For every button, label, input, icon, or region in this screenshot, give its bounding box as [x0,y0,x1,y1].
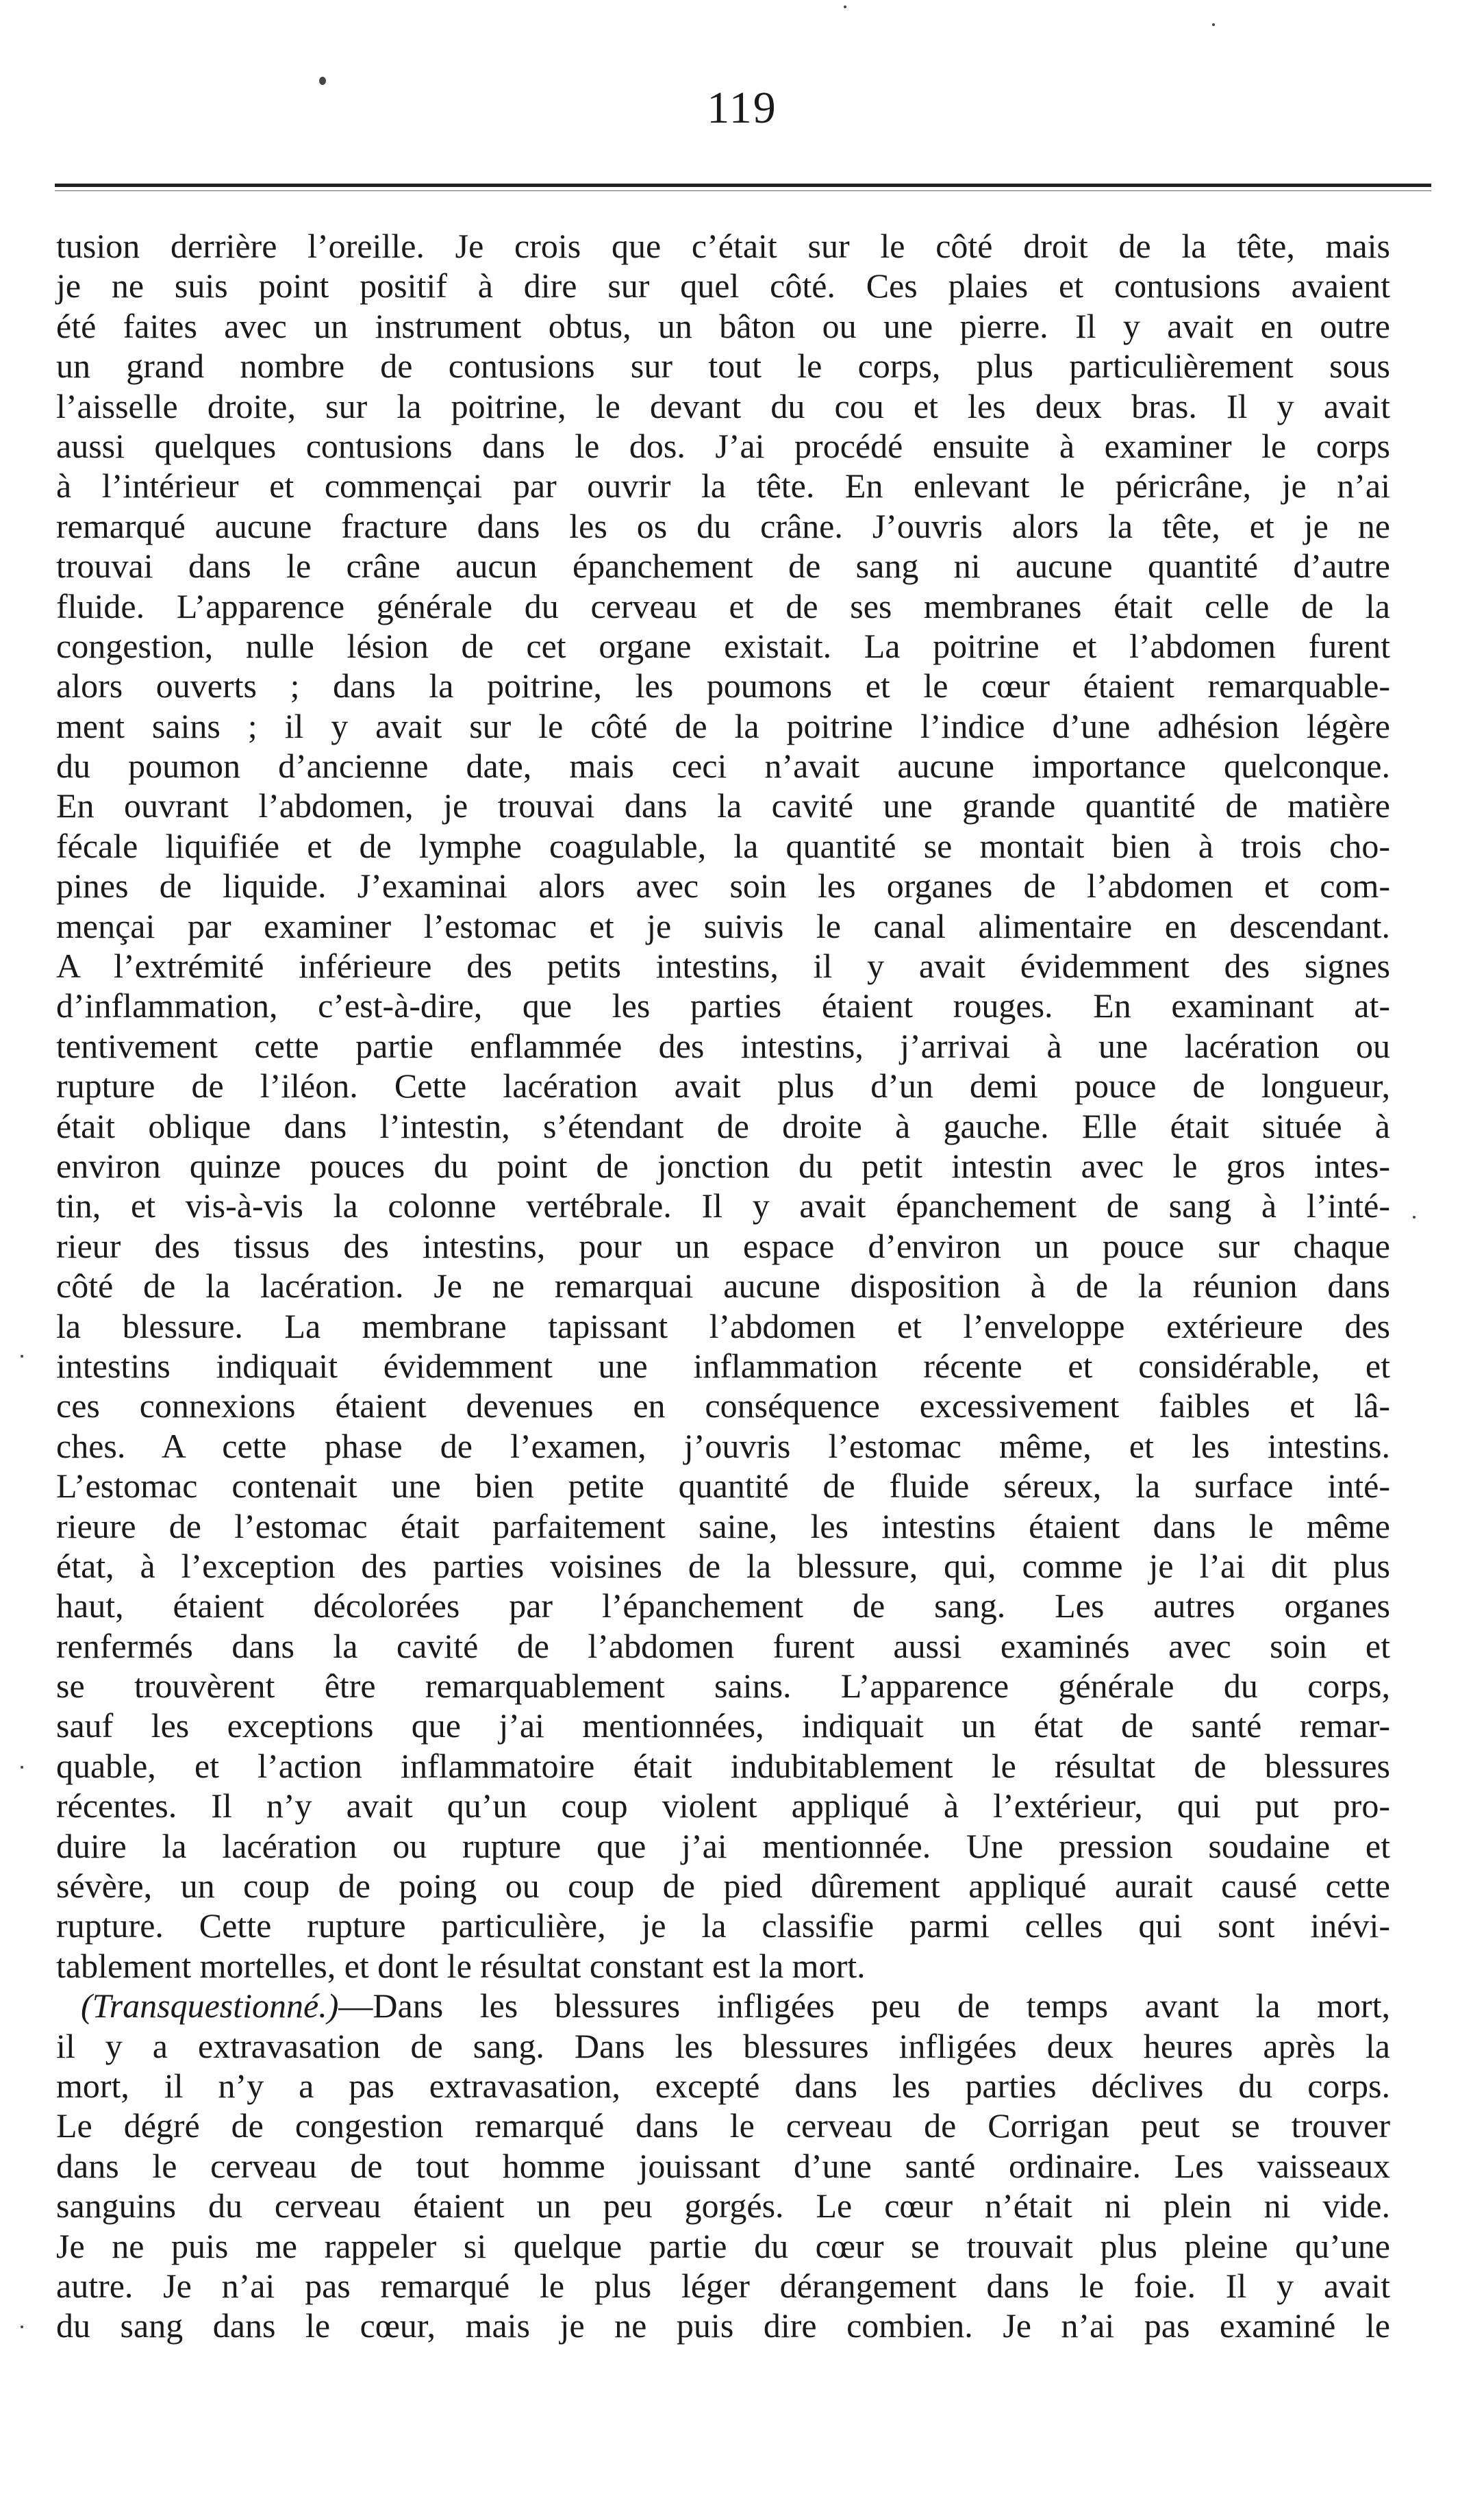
text-line: quable, et l’action inflammatoire était indubitablement le résultat de blessures [56,1746,1390,1785]
text-line: environ quinze pouces du point de jonction du petit intestin avec le gros intes- [56,1146,1390,1185]
header-rule-thin [55,190,1431,191]
text-line: aussi quelques contusions dans le dos. J’ai procédé ensuite à examiner le corps [56,426,1390,465]
page-number: 119 [707,83,777,133]
text-line: duire la lacération ou rupture que j’ai mentionnée. Une pression soudaine et [56,1826,1390,1865]
text-line: à l’intérieur et commençai par ouvrir la tête. En enlevant le péricrâne, je n’ai [56,466,1390,506]
margin-speck [1413,1216,1416,1219]
text-line: tin, et vis-à-vis la colonne vertébrale. Il y avait épanchement de sang à l’inté- [56,1186,1390,1225]
text-line: rieur des tissus des intestins, pour un espace d’environ un pouce sur chaque [56,1226,1390,1265]
text-line: mençai par examiner l’estomac et je suivis le canal alimentaire en descendant. [56,906,1390,945]
text-line: un grand nombre de contusions sur tout le corps, plus particulièrement sous [56,347,1390,386]
text-block [56,226,1390,2346]
header-rule [55,184,1431,187]
text-line: renfermés dans la cavité de l’abdomen furent aussi examinés avec soin et [56,1626,1390,1665]
text-line: En ouvrant l’abdomen, je trouvai dans la cavité une grande quantité de matière [56,786,1390,825]
text-line: remarqué aucune fracture dans les os du crâne. J’ouvris alors la tête, et je ne [56,506,1390,545]
text-line: sévère, un coup de poing ou coup de pied dûrement appliqué aurait causé cette [56,1867,1390,1906]
text-line: du poumon d’ancienne date, mais ceci n’avait aucune importance quelconque. [56,747,1390,786]
margin-speck [844,5,846,8]
text-line: récentes. Il n’y avait qu’un coup violent appliqué à l’extérieur, qui put pro- [56,1786,1390,1825]
text-line: tusion derrière l’oreille. Je crois que c’était sur le côté droit de la tête, mais [56,227,1390,265]
text-line: tablement mortelles, et dont le résultat constant est la mort. [56,1946,866,1985]
text-line: fécale liquifiée et de lymphe coagulable, la quantité se montait bien à trois cho- [56,826,1390,865]
text-line: côté de la lacération. Je ne remarquai aucune disposition à de la réunion dans [56,1267,1390,1306]
text-line: Je ne puis me rappeler si quelque partie du cœur se trouvait plus pleine qu’une [56,2226,1390,2265]
margin-speck [319,77,326,85]
text-line: dans le cerveau de tout homme jouissant d’une santé ordinaire. Les vaisseaux [56,2146,1390,2185]
text-line: pines de liquide. J’examinai alors avec soin les organes de l’abdomen et com- [56,866,1390,906]
text-line: autre. Je n’ai pas remarqué le plus léger dérangement dans le foie. Il y avait [56,2266,1390,2305]
text-line: mort, il n’y a pas extravasation, excepté dans les parties déclives du corps. [56,2066,1390,2105]
text-line: haut, étaient décolorées par l’épanchement de sang. Les autres organes [56,1586,1390,1625]
text-line: été faites avec un instrument obtus, un bâton ou une pierre. Il y avait en outre [56,306,1390,345]
transquestion-lead: (Transquestionné.) [81,1986,339,2025]
text-line: congestion, nulle lésion de cet organe existait. La poitrine et l’abdomen furent [56,626,1390,665]
text-line: se trouvèrent être remarquablement sains. L’apparence générale du corps, [56,1667,1390,1706]
text-line: trouvai dans le crâne aucun épanchement de sang ni aucune quantité d’autre [56,547,1390,586]
text-line: l’aisselle droite, sur la poitrine, le devant du cou et les deux bras. Il y avait [56,386,1390,425]
margin-speck [21,1355,23,1358]
text-line: du sang dans le cœur, mais je ne puis dire combien. Je n’ai pas examiné le [56,2306,1390,2345]
text-line [56,1986,1390,2025]
transquestion-rest: —Dans les blessures infligées peu de temps avant la mort, [338,1986,1390,2025]
text-line: la blessure. La membrane tapissant l’abdomen et l’enveloppe extérieure des [56,1306,1390,1345]
text-line: ches. A cette phase de l’examen, j’ouvris l’estomac même, et les intestins. [56,1426,1390,1465]
text-line: ment sains ; il y avait sur le côté de la poitrine l’indice d’une adhésion légère [56,706,1390,745]
text-line: ces connexions étaient devenues en conséquence excessivement faibles et lâ- [56,1386,1390,1425]
margin-speck [21,1766,23,1769]
text-line: sauf les exceptions que j’ai mentionnées, indiquait un état de santé remar- [56,1706,1390,1745]
text-line: je ne suis point positif à dire sur quel côté. Ces plaies et contusions avaient [56,266,1390,305]
text-line: était oblique dans l’intestin, s’étendant de droite à gauche. Elle était située à [56,1106,1390,1145]
text-line: rupture de l’iléon. Cette lacération avait plus d’un demi pouce de longueur, [56,1067,1390,1106]
text-line: A l’extrémité inférieure des petits intestins, il y avait évidemment des signes [56,947,1390,986]
text-line: sanguins du cerveau étaient un peu gorgés. Le cœur n’était ni plein ni vide. [56,2186,1390,2225]
margin-speck [1212,23,1215,26]
text-line: état, à l’exception des parties voisines de la blessure, qui, comme je l’ai dit plus [56,1546,1390,1585]
text-line: alors ouverts ; dans la poitrine, les poumons et le cœur étaient remarquable- [56,666,1390,706]
text-line: fluide. L’apparence générale du cerveau et de ses membranes était celle de la [56,586,1390,625]
text-line: L’estomac contenait une bien petite quantité de fluide séreux, la surface inté- [56,1467,1390,1506]
text-line: intestins indiquait évidemment une inflammation récente et considérable, et [56,1346,1390,1385]
text-line: Le dégré de congestion remarqué dans le cerveau de Corrigan peut se trouver [56,2106,1390,2145]
text-line: d’inflammation, c’est-à-dire, que les parties étaient rouges. En examinant at- [56,986,1390,1025]
text-line: rieure de l’estomac était parfaitement saine, les intestins étaient dans le même [56,1506,1390,1545]
text-line: rupture. Cette rupture particulière, je la classifie parmi celles qui sont inévi- [56,1906,1390,1945]
text-line: tentivement cette partie enflammée des intestins, j’arrivai à une lacération ou [56,1026,1390,1065]
margin-speck [21,2325,23,2328]
text-line: il y a extravasation de sang. Dans les blessures infligées deux heures après la [56,2026,1390,2065]
